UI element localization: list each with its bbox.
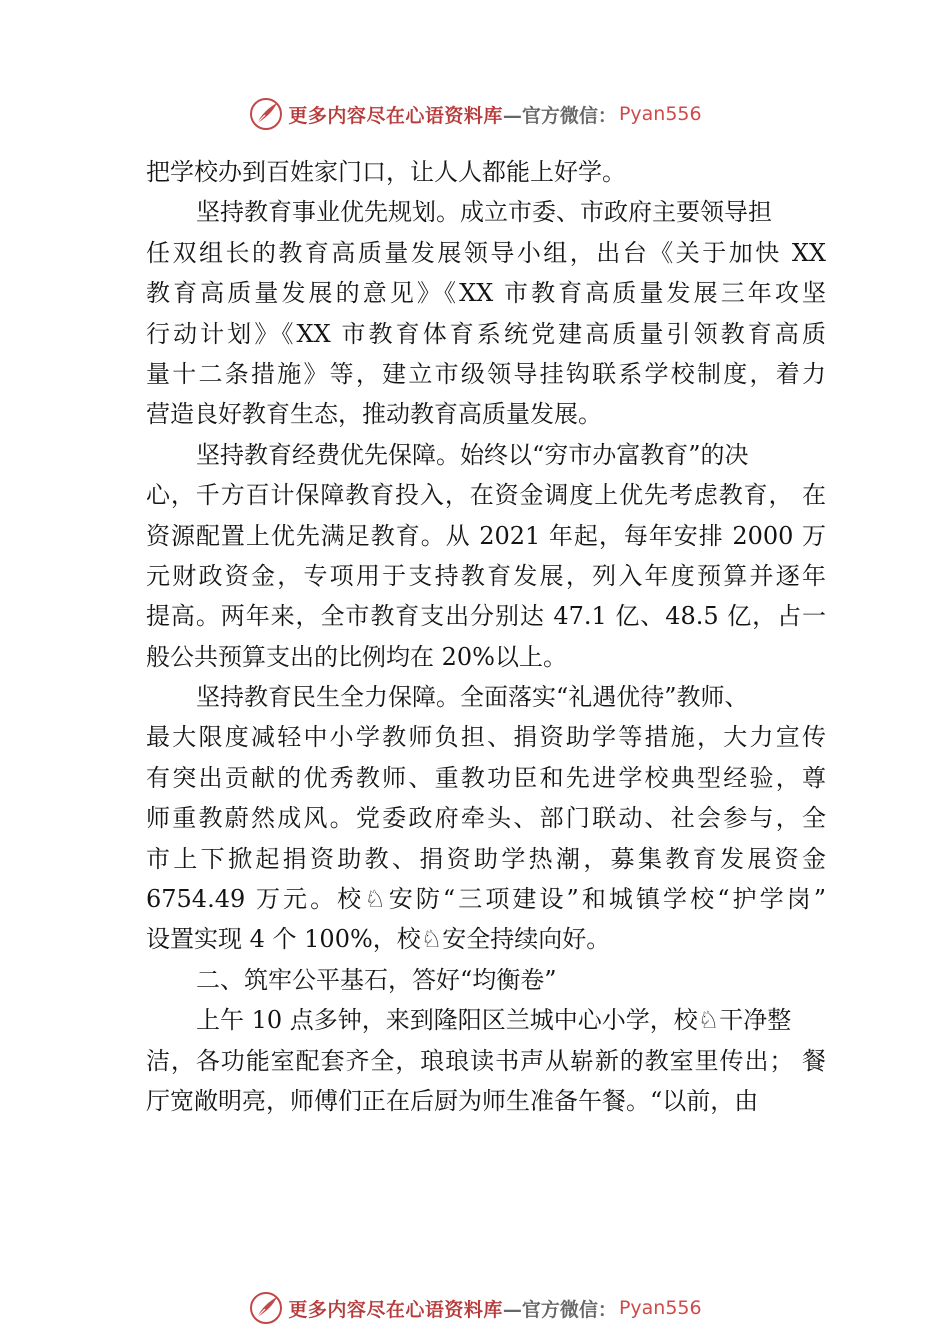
text-line: 般公共预算支出的比例均在 20%以上。 [146,642,567,671]
text-line: 有突出贡献的优秀教师、重教功臣和先进学校典型经验，尊 [146,763,826,792]
text-line: 厅宽敞明亮，师傅们正在后厨为师生准备午餐。“以前，由 [146,1086,759,1115]
paragraph-heading: 坚持教育民生全力保障。全面落实“礼遇优待”教师、 [196,683,749,712]
watermark-wechat-id: Pyan556 [618,103,702,125]
watermark-separator: —官方微信： [502,104,617,127]
text-line: 任双组长的教育高质量发展领导小组，出台《关于加快 XX [146,238,826,267]
text-line: 最大限度减轻中小学教师负担、捐资助学等措施，大力宣传 [146,723,826,752]
section-heading: 二、筑牢公平基石，答好“均衡卷” [196,965,557,994]
text-line: 把学校办到百姓家门口，让人人都能上好学。 [146,158,626,186]
paragraph-heading: 坚持教育经费优先保障。始终以“穷市办富教育”的决 [196,440,749,469]
text-line: 元财政资金，专项用于支持教育发展，列入年度预算并逐年 [146,561,826,590]
footer-watermark [0,1288,950,1328]
text-line: 资源配置上优先满足教育。从 2021 年起，每年安排 2000 万 [146,521,826,550]
text-line: 行动计划》《XX 市教育体育系统党建高质量引领教育高质 [146,319,826,348]
watermark-text: 更多内容尽在心语资料库 [288,1298,503,1321]
quill-pen-logo-icon [248,1290,284,1326]
watermark-wechat-id: Pyan556 [618,1297,702,1319]
watermark-text: 更多内容尽在心语资料库 [288,104,503,127]
watermark-separator: —官方微信： [502,1298,617,1321]
text-line: 市上下掀起捐资助教、捐资助学热潮，募集教育发展资金 [146,844,826,873]
paragraph-heading: 坚持教育事业优先规划。成立市委、市政府主要领导担 [196,198,772,227]
paragraph-start: 上午 10 点多钟，来到隆阳区兰城中心小学，校♘干净整 [196,1006,792,1035]
text-line: 营造良好教育生态，推动教育高质量发展。 [146,400,602,429]
quill-pen-logo-icon [248,96,284,132]
header-watermark [0,94,950,134]
text-line: 量十二条措施》等，建立市级领导挂钩联系学校制度，着力 [146,359,826,388]
text-line: 心，千方百计保障教育投入，在资金调度上优先考虑教育， 在 [146,481,826,510]
text-line: 教育高质量发展的意见》《XX 市教育高质量发展三年攻坚 [146,279,826,308]
text-line: 提高。两年来，全市教育支出分别达 47.1 亿、48.5 亿，占一 [146,602,826,631]
text-line: 洁，各功能室配套齐全，琅琅读书声从崭新的教室里传出； 餐 [146,1046,826,1075]
text-line: 师重教蔚然成风。党委政府牵头、部门联动、社会参与，全 [146,804,826,833]
text-line: 6754.49 万元。校♘安防“三项建设”和城镇学校“护学岗” [146,885,826,914]
text-line: 设置实现 4 个 100%，校♘安全持续向好。 [146,925,611,954]
document-body [146,152,826,1121]
